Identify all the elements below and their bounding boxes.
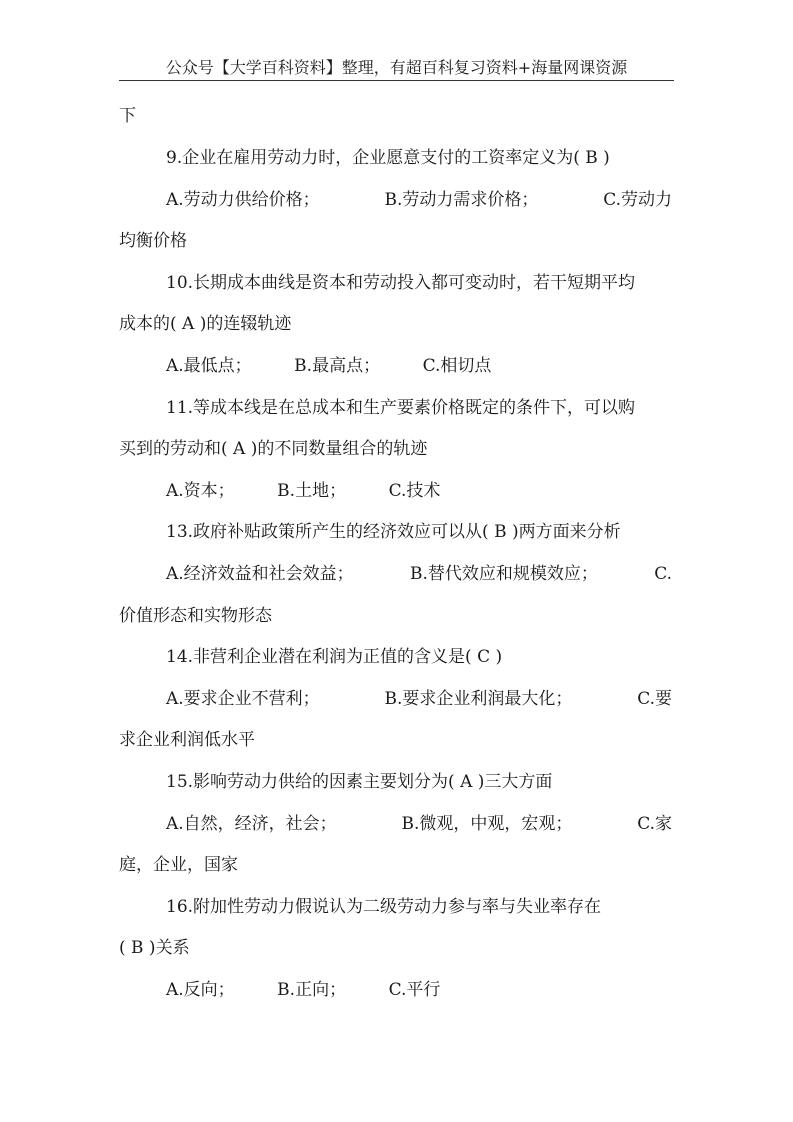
question-9: 9.企业在雇用劳动力时，企业愿意支付的工资率定义为( B ) <box>166 148 610 168</box>
question-14: 14.非营利企业潜在利润为正值的含义是( C ) <box>166 647 503 667</box>
question-15: 15.影响劳动力供给的因素主要划分为( A )三大方面 <box>166 772 553 792</box>
option-a: A.经济效益和社会效益； <box>166 564 354 584</box>
option-b: B.要求企业利润最大化； <box>384 689 573 709</box>
question-15-options <box>166 813 672 835</box>
question-11-options: A.资本； B.土地； C.技术 <box>166 481 441 501</box>
question-10-options: A.最低点； B.最高点； C.相切点 <box>166 356 492 376</box>
option-b: B.微观，中观，宏观； <box>401 814 573 834</box>
text-line: 价值形态和实物形态 <box>119 606 272 626</box>
header-divider <box>119 80 674 81</box>
text-line: 下 <box>119 106 136 126</box>
question-14-options <box>166 688 672 710</box>
text-line: 均衡价格 <box>119 231 187 251</box>
option-a: A.要求企业不营利； <box>166 689 320 709</box>
question-13: 13.政府补贴政策所产生的经济效应可以从( B )两方面来分析 <box>166 522 621 542</box>
question-11: 11.等成本线是在总成本和生产要素价格既定的条件下，可以购 <box>166 398 636 418</box>
option-b: B.劳动力需求价格； <box>384 190 539 210</box>
text-line: 买到的劳动和( A )的不同数量组合的轨迹 <box>119 439 428 459</box>
question-16: 16.附加性劳动力假说认为二级劳动力参与率与失业率存在 <box>166 897 602 917</box>
question-16-options: A.反向； B.正向； C.平行 <box>166 980 441 1000</box>
option-a: A.劳动力供给价格； <box>166 190 320 210</box>
option-c: C.家 <box>637 814 672 834</box>
text-line: 庭，企业，国家 <box>119 855 238 875</box>
page-header: 公众号【大学百科资料】整理，有超百科复习资料+海量网课资源 <box>165 58 628 77</box>
option-c: C.要 <box>637 689 672 709</box>
question-9-options <box>166 189 672 211</box>
option-a: A.自然，经济，社会； <box>166 814 337 834</box>
text-line: 求企业利润低水平 <box>119 730 255 750</box>
option-b: B.替代效应和规模效应； <box>409 564 598 584</box>
question-10: 10.长期成本曲线是资本和劳动投入都可变动时，若干短期平均 <box>166 273 636 293</box>
text-line: ( B )关系 <box>119 938 190 958</box>
option-c: C. <box>654 564 672 584</box>
text-line: 成本的( A )的连辍轨迹 <box>119 314 292 334</box>
option-c: C.劳动力 <box>603 190 672 210</box>
question-13-options <box>166 563 672 585</box>
